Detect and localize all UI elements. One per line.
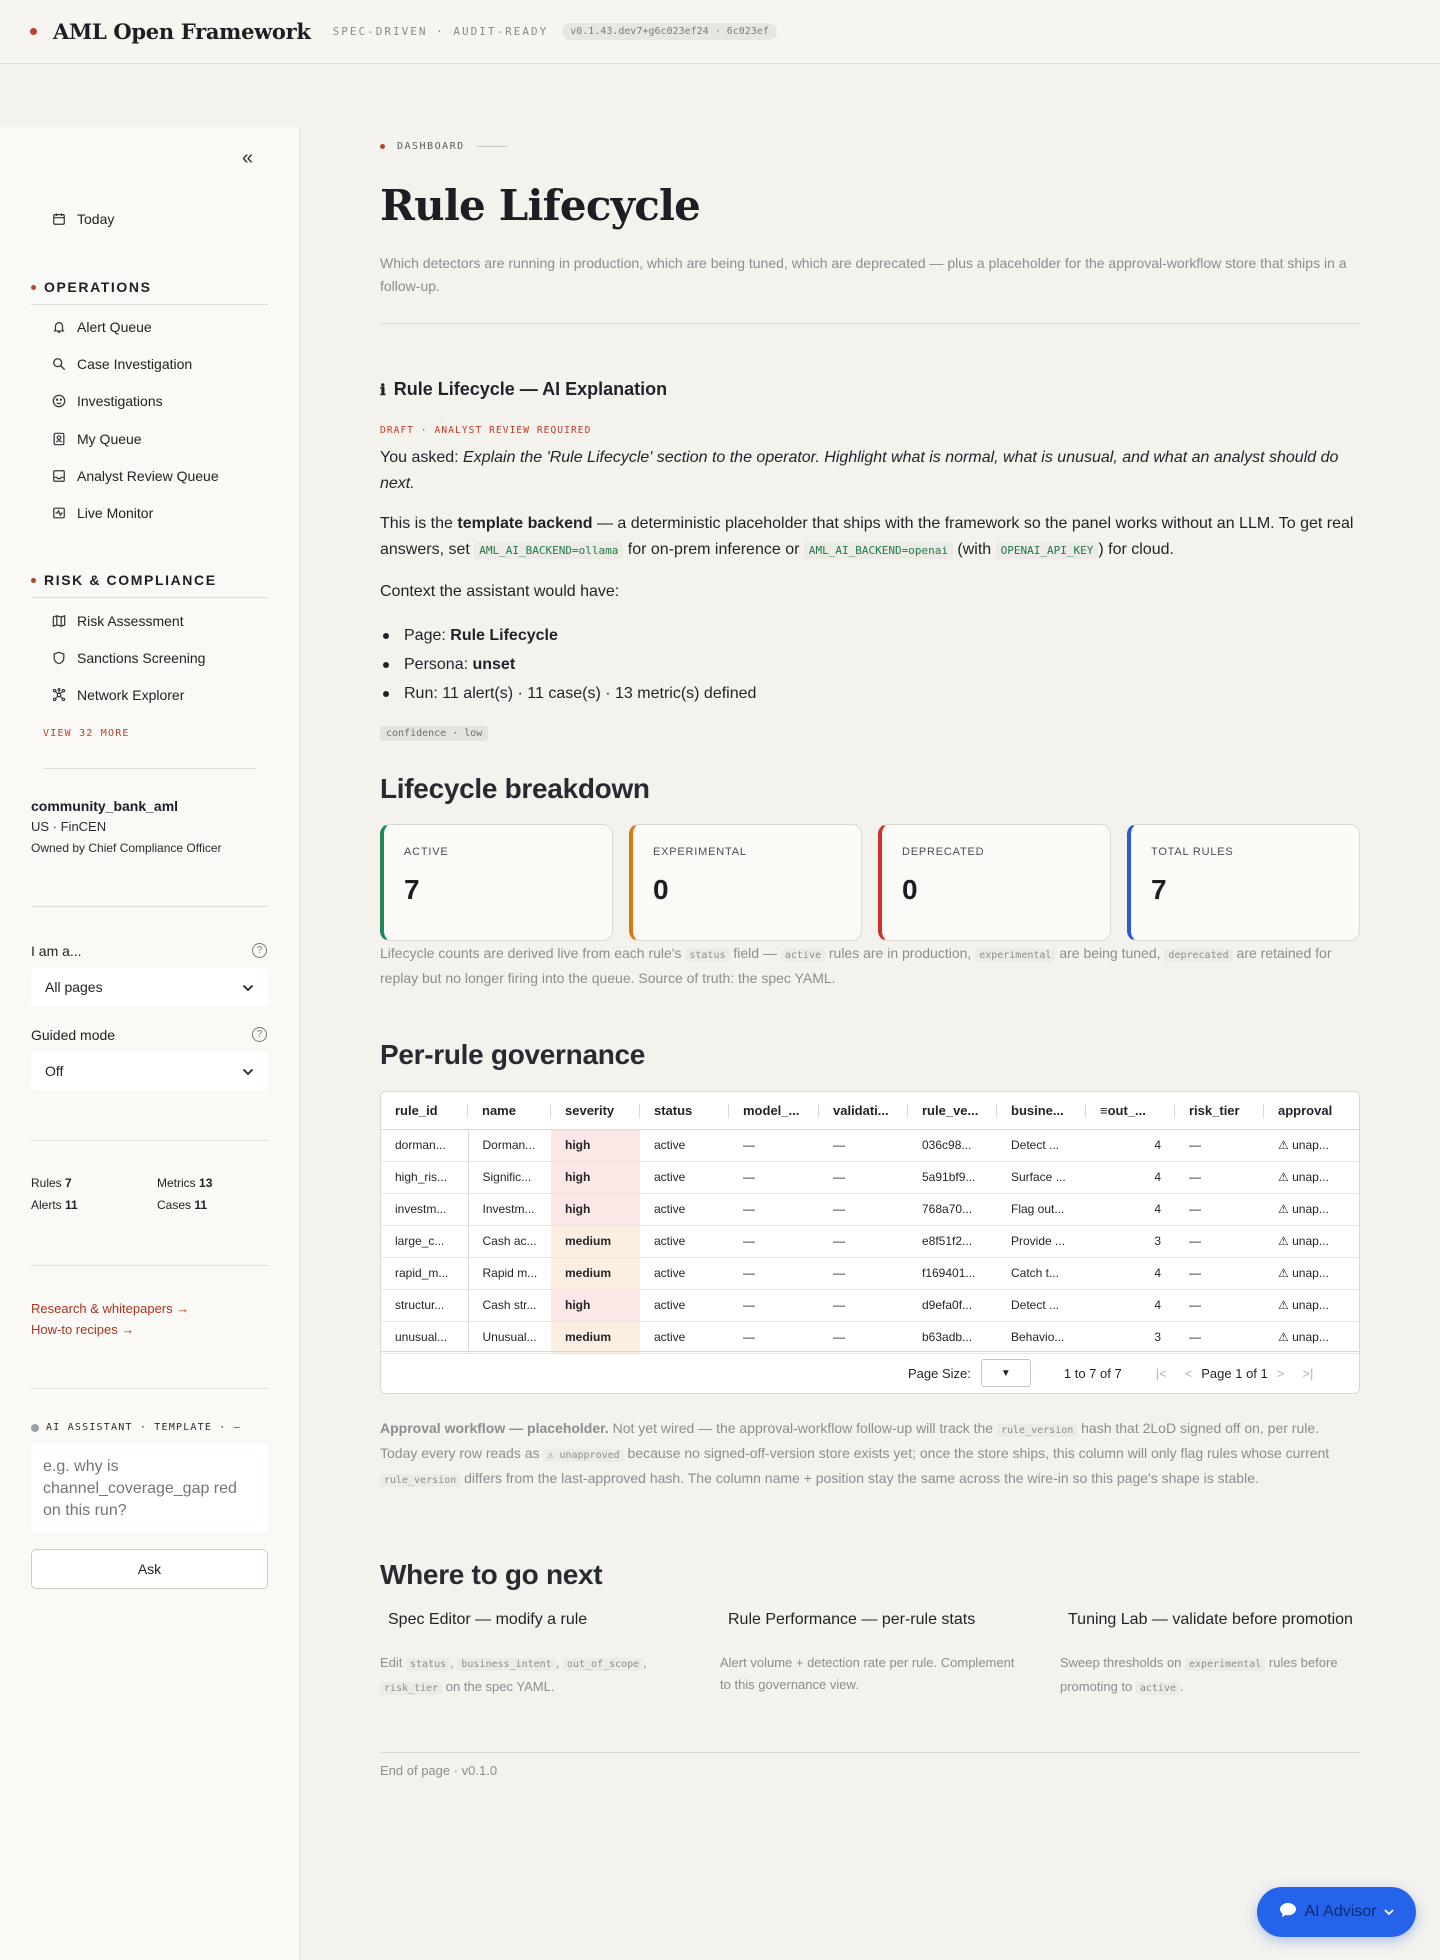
table-cell: ⚠ unap... [1264,1161,1360,1193]
research-link[interactable]: Research & whitepapers → [31,1301,190,1316]
confidence-badge: confidence · low [380,726,488,741]
guided-mode-label: Guided mode [31,1027,116,1043]
ai-asked: You asked: Explain the 'Rule Lifecycle' section to the operator. Highlight what is normal, what is unusual, and what an analyst should do next. [380,449,1339,492]
ai-assistant-label-text: AI ASSISTANT · TEMPLATE · — [46,1422,241,1433]
table-row[interactable] [381,1193,1360,1225]
table-cell: — [729,1257,819,1289]
table-header-row [381,1092,1360,1129]
column-header[interactable]: model_... [729,1092,819,1129]
stat-rules: Rules 7 [31,1176,72,1190]
kpi-experimental [629,824,862,941]
table-cell: Cash str... [468,1289,551,1321]
next-card-desc: Edit status , business_intent , out_of_scope , risk_tier on the spec YAML. [380,1655,647,1694]
column-header[interactable]: status [640,1092,729,1129]
column-header[interactable]: rule_id [381,1092,468,1129]
section-dot [31,285,36,290]
table-cell: medium [551,1225,640,1257]
app-title[interactable]: AML Open Framework [53,19,311,44]
table-cell: active [640,1257,729,1289]
recipes-link[interactable]: How-to recipes → [31,1322,135,1337]
table-cell: — [729,1129,819,1161]
table-cell: — [729,1161,819,1193]
table-row[interactable] [381,1161,1360,1193]
table-cell: b63adb... [908,1321,997,1353]
section-risk-compliance [31,572,268,598]
table-cell: — [1175,1257,1264,1289]
ai-advisor-button[interactable] [1257,1887,1416,1937]
caret-down-icon: ▼ [1000,1367,1011,1379]
lifecycle-note: Lifecycle counts are derived live from each rule's status field — active rules are in production, experimental are being tuned, deprecated are retained for replay but no longer firing into the queue. Source of truth: the spec YAML. [380,945,1332,986]
kpi-label: DEPRECATED [902,846,985,858]
help-icon[interactable]: ? [252,943,267,958]
table-cell: — [1175,1225,1264,1257]
filter-icon[interactable]: ≡ [1100,1102,1108,1118]
kpi-value: 7 [1151,874,1167,905]
stat-metrics: Metrics 13 [157,1176,213,1190]
nav-case-investigation[interactable] [51,356,192,372]
ai-backend-explainer: This is the template backend — a deterministic placeholder that ships with the framework so the panel works without an LLM. To get real answers, set AML_AI_BACKEND=ollama for on-prem inference or AML_AI_BACKEND=openai (with OPENAI_API_KEY ) for cloud. [380,515,1354,558]
table-cell: investm... [381,1193,468,1225]
table-cell: rapid_m... [381,1257,468,1289]
table-cell: — [819,1321,908,1353]
ai-question-input[interactable] [31,1444,268,1532]
column-header[interactable]: approval [1264,1092,1360,1129]
divider [43,768,256,769]
kpi-value: 0 [902,874,918,905]
table-cell: 4 [1086,1289,1175,1321]
prev-page-icon[interactable]: < [1184,1365,1193,1381]
next-card-tuning-lab[interactable] [1060,1611,1360,1700]
table-cell: Investm... [468,1193,551,1225]
column-header[interactable]: risk_tier [1175,1092,1264,1129]
nav-analyst-review-queue[interactable] [51,468,219,484]
divider [380,323,1360,324]
table-cell: — [819,1193,908,1225]
page-footer: End of page · v0.1.0 [380,1763,498,1778]
column-header[interactable]: severity [551,1092,640,1129]
table-cell: ⚠ unap... [1264,1225,1360,1257]
table-cell: high [551,1129,640,1161]
table-cell: active [640,1289,729,1321]
kpi-value: 0 [653,874,669,905]
table-cell: Dorman... [468,1129,551,1161]
table-row[interactable] [381,1321,1360,1353]
table-cell: 4 [1086,1161,1175,1193]
page-subtitle: Which detectors are running in production, which are being tuned, which are deprecated — plus a placeholder for the approval-workflow store that ships in a follow-up. [380,255,1347,294]
column-header[interactable]: busine... [997,1092,1086,1129]
view-more-link[interactable]: VIEW 32 MORE [43,728,130,739]
next-card-spec-editor[interactable] [380,1611,680,1700]
table-cell: structur... [381,1289,468,1321]
table-cell: ⚠ unap... [1264,1129,1360,1161]
table-cell: — [729,1225,819,1257]
table-cell: 5a91bf9... [908,1161,997,1193]
table-cell: ⚠ unap... [1264,1321,1360,1353]
table-cell: — [1175,1161,1264,1193]
nav-live-monitor[interactable] [51,505,153,521]
table-cell: — [1175,1193,1264,1225]
kpi-label: TOTAL RULES [1151,846,1234,858]
next-page-icon[interactable]: > [1276,1365,1285,1381]
table-cell: 3 [1086,1321,1175,1353]
search-icon [51,356,67,372]
info-icon: ℹ [380,381,386,399]
status-dot [31,1424,39,1432]
table-cell: Flag out... [997,1193,1086,1225]
table-cell: — [819,1257,908,1289]
first-page-icon[interactable]: |< [1155,1365,1167,1381]
table-cell: — [729,1289,819,1321]
next-card-rule-performance[interactable] [720,1611,1020,1700]
next-card-desc: Alert volume + detection rate per rule. Complement to this governance view. [720,1655,1015,1692]
face-icon [51,393,67,409]
table-cell: medium [551,1257,640,1289]
column-header[interactable]: rule_ve... [908,1092,997,1129]
table-cell: 768a70... [908,1193,997,1225]
app-tagline: SPEC-DRIVEN · AUDIT-READY [332,25,549,38]
table-cell: — [819,1225,908,1257]
chevron-down-icon [242,979,254,995]
table-cell: f169401... [908,1257,997,1289]
monitor-pulse-icon [51,505,67,521]
table-cell: high_ris... [381,1161,468,1193]
table-cell: e8f51f2... [908,1225,997,1257]
next-card-title: Tuning Lab — validate before promotion [1068,1611,1353,1628]
kpi-deprecated [878,824,1111,941]
user-badge-icon [51,431,67,447]
next-cards [380,1611,1360,1700]
table-cell: dorman... [381,1129,468,1161]
network-icon [51,687,67,703]
table-cell: — [819,1161,908,1193]
chat-icon [1279,1902,1297,1923]
next-card-title: Rule Performance — per-rule stats [728,1611,976,1628]
table-cell: medium [551,1321,640,1353]
column-header[interactable]: name [468,1092,551,1129]
org-name: community_bank_aml [31,798,179,814]
inbox-icon [51,468,67,484]
table-cell: active [640,1225,729,1257]
nav-my-queue[interactable] [51,431,142,447]
table-cell: ⚠ unap... [1264,1257,1360,1289]
next-card-desc: Sweep thresholds on experimental rules before promoting to active . [1060,1655,1338,1694]
table-row[interactable] [381,1289,1360,1321]
column-header[interactable]: ≡out_... [1086,1092,1175,1129]
ai-advisor-label: AI Advisor [1304,1903,1377,1920]
version-badge: v0.1.43.dev7+g6c023ef24 · 6c023ef [562,23,777,40]
nav-label: Risk Assessment [77,613,184,629]
lifecycle-heading: Lifecycle breakdown [380,773,650,804]
ask-button[interactable]: Ask [31,1549,268,1589]
divider [31,1388,268,1389]
nav-label: Case Investigation [77,356,193,372]
breadcrumb-rule [477,146,507,147]
guided-mode-select[interactable] [31,1052,268,1090]
nav-label: Live Monitor [77,505,154,521]
list-item: Persona: unset [380,650,756,679]
table-cell: Signific... [468,1161,551,1193]
nav-label: Analyst Review Queue [77,468,219,484]
kpi-active [380,824,613,941]
stat-cases: Cases 11 [157,1198,208,1212]
section-label: OPERATIONS [44,279,152,295]
kpi-label: ACTIVE [404,846,449,858]
table-cell: Provide ... [997,1225,1086,1257]
table-cell: 4 [1086,1257,1175,1289]
org-owner: Owned by Chief Compliance Officer [31,841,222,855]
org-jurisdiction: US · FinCEN [31,819,107,834]
bell-icon [51,319,67,335]
table-cell: d9efa0f... [908,1289,997,1321]
nav-label: My Queue [77,431,142,447]
list-item: Page: Rule Lifecycle [380,621,756,650]
ai-context-list [380,621,756,708]
section-dot [31,578,36,583]
table-cell: — [819,1129,908,1161]
table-cell: 4 [1086,1193,1175,1225]
table-cell: ⚠ unap... [1264,1289,1360,1321]
table-cell: high [551,1289,640,1321]
ai-explanation-heading [380,379,667,400]
breadcrumb-dot [380,144,385,149]
column-header[interactable]: validati... [819,1092,908,1129]
section-label: RISK & COMPLIANCE [44,572,217,588]
top-bar [0,0,1440,64]
nav-today[interactable] [51,211,114,227]
kpi-total-rules [1127,824,1360,941]
last-page-icon[interactable]: >| [1302,1365,1314,1381]
governance-grid [381,1092,1360,1354]
page-indicator: Page 1 of 1 [1201,1365,1268,1381]
divider [31,1140,268,1141]
governance-heading: Per-rule governance [380,1039,646,1070]
table-cell: — [819,1289,908,1321]
table-cell: Catch t... [997,1257,1086,1289]
nav-investigations[interactable] [51,393,163,409]
map-icon [51,613,67,629]
table-cell: 3 [1086,1225,1175,1257]
table-cell: large_c... [381,1225,468,1257]
breadcrumb [380,141,507,152]
table-row[interactable] [381,1129,1360,1161]
chevron-down-icon [1384,1903,1394,1921]
nav-alert-queue[interactable] [51,319,152,335]
ai-assistant-label [31,1422,241,1433]
table-cell: — [1175,1321,1264,1353]
stat-alerts: Alerts 11 [31,1198,78,1212]
guided-mode-value: Off [45,1063,64,1079]
next-heading: Where to go next [380,1559,603,1590]
nav-label: Investigations [77,393,163,409]
ai-context-label: Context the assistant would have: [380,583,620,600]
table-cell: Detect ... [997,1289,1086,1321]
table-cell: active [640,1161,729,1193]
kpi-value: 7 [404,874,420,905]
sidebar [0,127,300,1960]
page-size-select[interactable] [981,1359,1031,1387]
page-range: 1 to 7 of 7 [1063,1365,1122,1381]
table-row[interactable] [381,1225,1360,1257]
persona-label: I am a... [31,943,82,959]
divider [31,906,268,907]
table-cell: ⚠ unap... [1264,1193,1360,1225]
persona-select[interactable] [31,968,268,1006]
list-item: Run: 11 alert(s) · 11 case(s) · 13 metric(s) defined [380,679,756,708]
table-cell: — [729,1321,819,1353]
calendar-icon [51,211,67,227]
table-cell: high [551,1193,640,1225]
table-cell: Cash ac... [468,1225,551,1257]
table-cell: active [640,1129,729,1161]
lifecycle-cards [380,824,1360,941]
table-cell: 036c98... [908,1129,997,1161]
nav-label: Network Explorer [77,687,185,703]
table-cell: 4 [1086,1129,1175,1161]
table-cell: unusual... [381,1321,468,1353]
page-title: Rule Lifecycle [380,181,701,230]
table-cell: high [551,1161,640,1193]
ai-explanation-title: Rule Lifecycle — AI Explanation [393,379,668,399]
table-cell: Rapid m... [468,1257,551,1289]
table-cell: Detect ... [997,1129,1086,1161]
nav-label: Alert Queue [77,319,152,335]
table-cell: Behavio... [997,1321,1086,1353]
nav-today-label: Today [77,211,115,227]
table-cell: active [640,1193,729,1225]
shield-icon [51,650,67,666]
brand-dot [30,28,37,35]
nav-sanctions-screening[interactable] [51,650,205,666]
table-row[interactable] [381,1257,1360,1289]
table-cell: — [1175,1289,1264,1321]
nav-risk-assessment[interactable] [51,613,184,629]
nav-label: Sanctions Screening [77,650,206,666]
table-body [381,1129,1360,1353]
persona-value: All pages [45,979,103,995]
table-cell: Unusual... [468,1321,551,1353]
table-cell: active [640,1321,729,1353]
page-size-label: Page Size: [908,1365,971,1381]
draft-badge: DRAFT · ANALYST REVIEW REQUIRED [380,425,592,436]
table-cell: — [729,1193,819,1225]
help-icon[interactable]: ? [252,1027,267,1042]
kpi-label: EXPERIMENTAL [653,846,747,858]
table-cell: Surface ... [997,1161,1086,1193]
table-cell: — [1175,1129,1264,1161]
section-operations [31,279,268,305]
table-pager [381,1351,1360,1394]
divider [380,1752,1360,1753]
governance-table [380,1091,1360,1394]
nav-network-explorer[interactable] [51,687,184,703]
collapse-sidebar-icon[interactable]: « [242,147,254,169]
chevron-down-icon [242,1063,254,1079]
approval-note: Approval workflow — placeholder. Not yet wired — the approval-workflow follow-up will track the rule_version hash that 2LoD signed off on, per rule. Today every row reads as ⚠ unapproved because no signed-off-version store exists yet; once the store ships, this column will only flag rules whose current rule_version differs from the last-approved hash. The column name + position stay the same across the wire-in so this page's shape is stable. [380,1420,1330,1486]
breadcrumb-label: DASHBOARD [397,141,465,152]
divider [31,1265,268,1266]
next-card-title: Spec Editor — modify a rule [388,1611,588,1628]
